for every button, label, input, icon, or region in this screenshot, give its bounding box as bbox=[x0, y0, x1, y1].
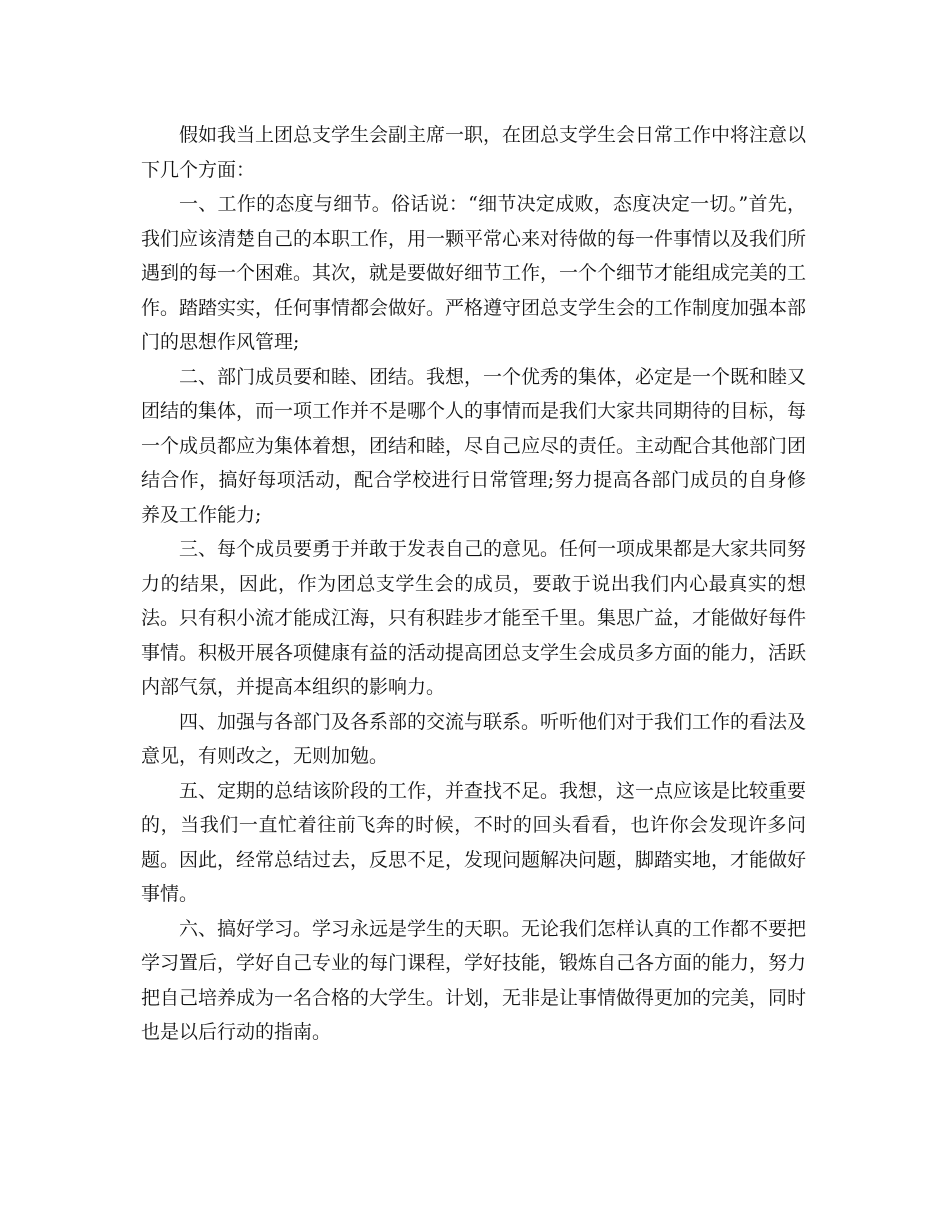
paragraph-point-1: 一、工作的态度与细节。俗话说：“细节决定成败，态度决定一切。”首先，我们应该清楚自己的本职工作，用一颗平常心来对待做的每一件事情以及我们所遇到的每一个困难。其次，就是要做好细节工作，一个个细节才能组成完美的工作。踏踏实实，任何事情都会做好。严格遵守团总支学生会的工作制度加强本部门的思想作风管理; bbox=[141, 193, 807, 353]
document-body bbox=[141, 118, 806, 1050]
paragraph-intro: 假如我当上团总支学生会副主席一职，在团总支学生会日常工作中将注意以下几个方面： bbox=[141, 124, 807, 181]
paragraph-point-6: 六、搞好学习。学习永远是学生的天职。无论我们怎样认真的工作都不要把学习置后，学好自己专业的每门课程，学好技能，锻炼自己各方面的能力，努力把自己培养成为一名合格的大学生。计划，无非是让事情做得更加的完美，同时也是以后行动的指南。 bbox=[141, 917, 807, 1043]
paragraph-point-5: 五、定期的总结该阶段的工作，并查找不足。我想，这一点应该是比较重要的，当我们一直忙着往前飞奔的时候，不时的回头看看，也许你会发现许多问题。因此，经常总结过去，反思不足，发现问题解决问题，脚踏实地，才能做好事情。 bbox=[141, 779, 807, 905]
paragraph-point-3: 三、每个成员要勇于并敢于发表自己的意见。任何一项成果都是大家共同努力的结果，因此，作为团总支学生会的成员，要敢于说出我们内心最真实的想法。只有积小流才能成江海，只有积跬步才能至千里。集思广益，才能做好每件事情。积极开展各项健康有益的活动提高团总支学生会成员多方面的能力，活跃内部气氛，并提高本组织的影响力。 bbox=[141, 538, 807, 698]
paragraph-point-2: 二、部门成员要和睦、团结。我想，一个优秀的集体，必定是一个既和睦又团结的集体，而一项工作并不是哪个人的事情而是我们大家共同期待的目标，每一个成员都应为集体着想，团结和睦，尽自己应尽的责任。主动配合其他部门团结合作，搞好每项活动，配合学校进行日常管理;努力提高各部门成员的自身修养及工作能力; bbox=[141, 365, 807, 526]
paragraph-point-4: 四、加强与各部门及各系部的交流与联系。听听他们对于我们工作的看法及意见，有则改之，无则加勉。 bbox=[141, 710, 807, 767]
